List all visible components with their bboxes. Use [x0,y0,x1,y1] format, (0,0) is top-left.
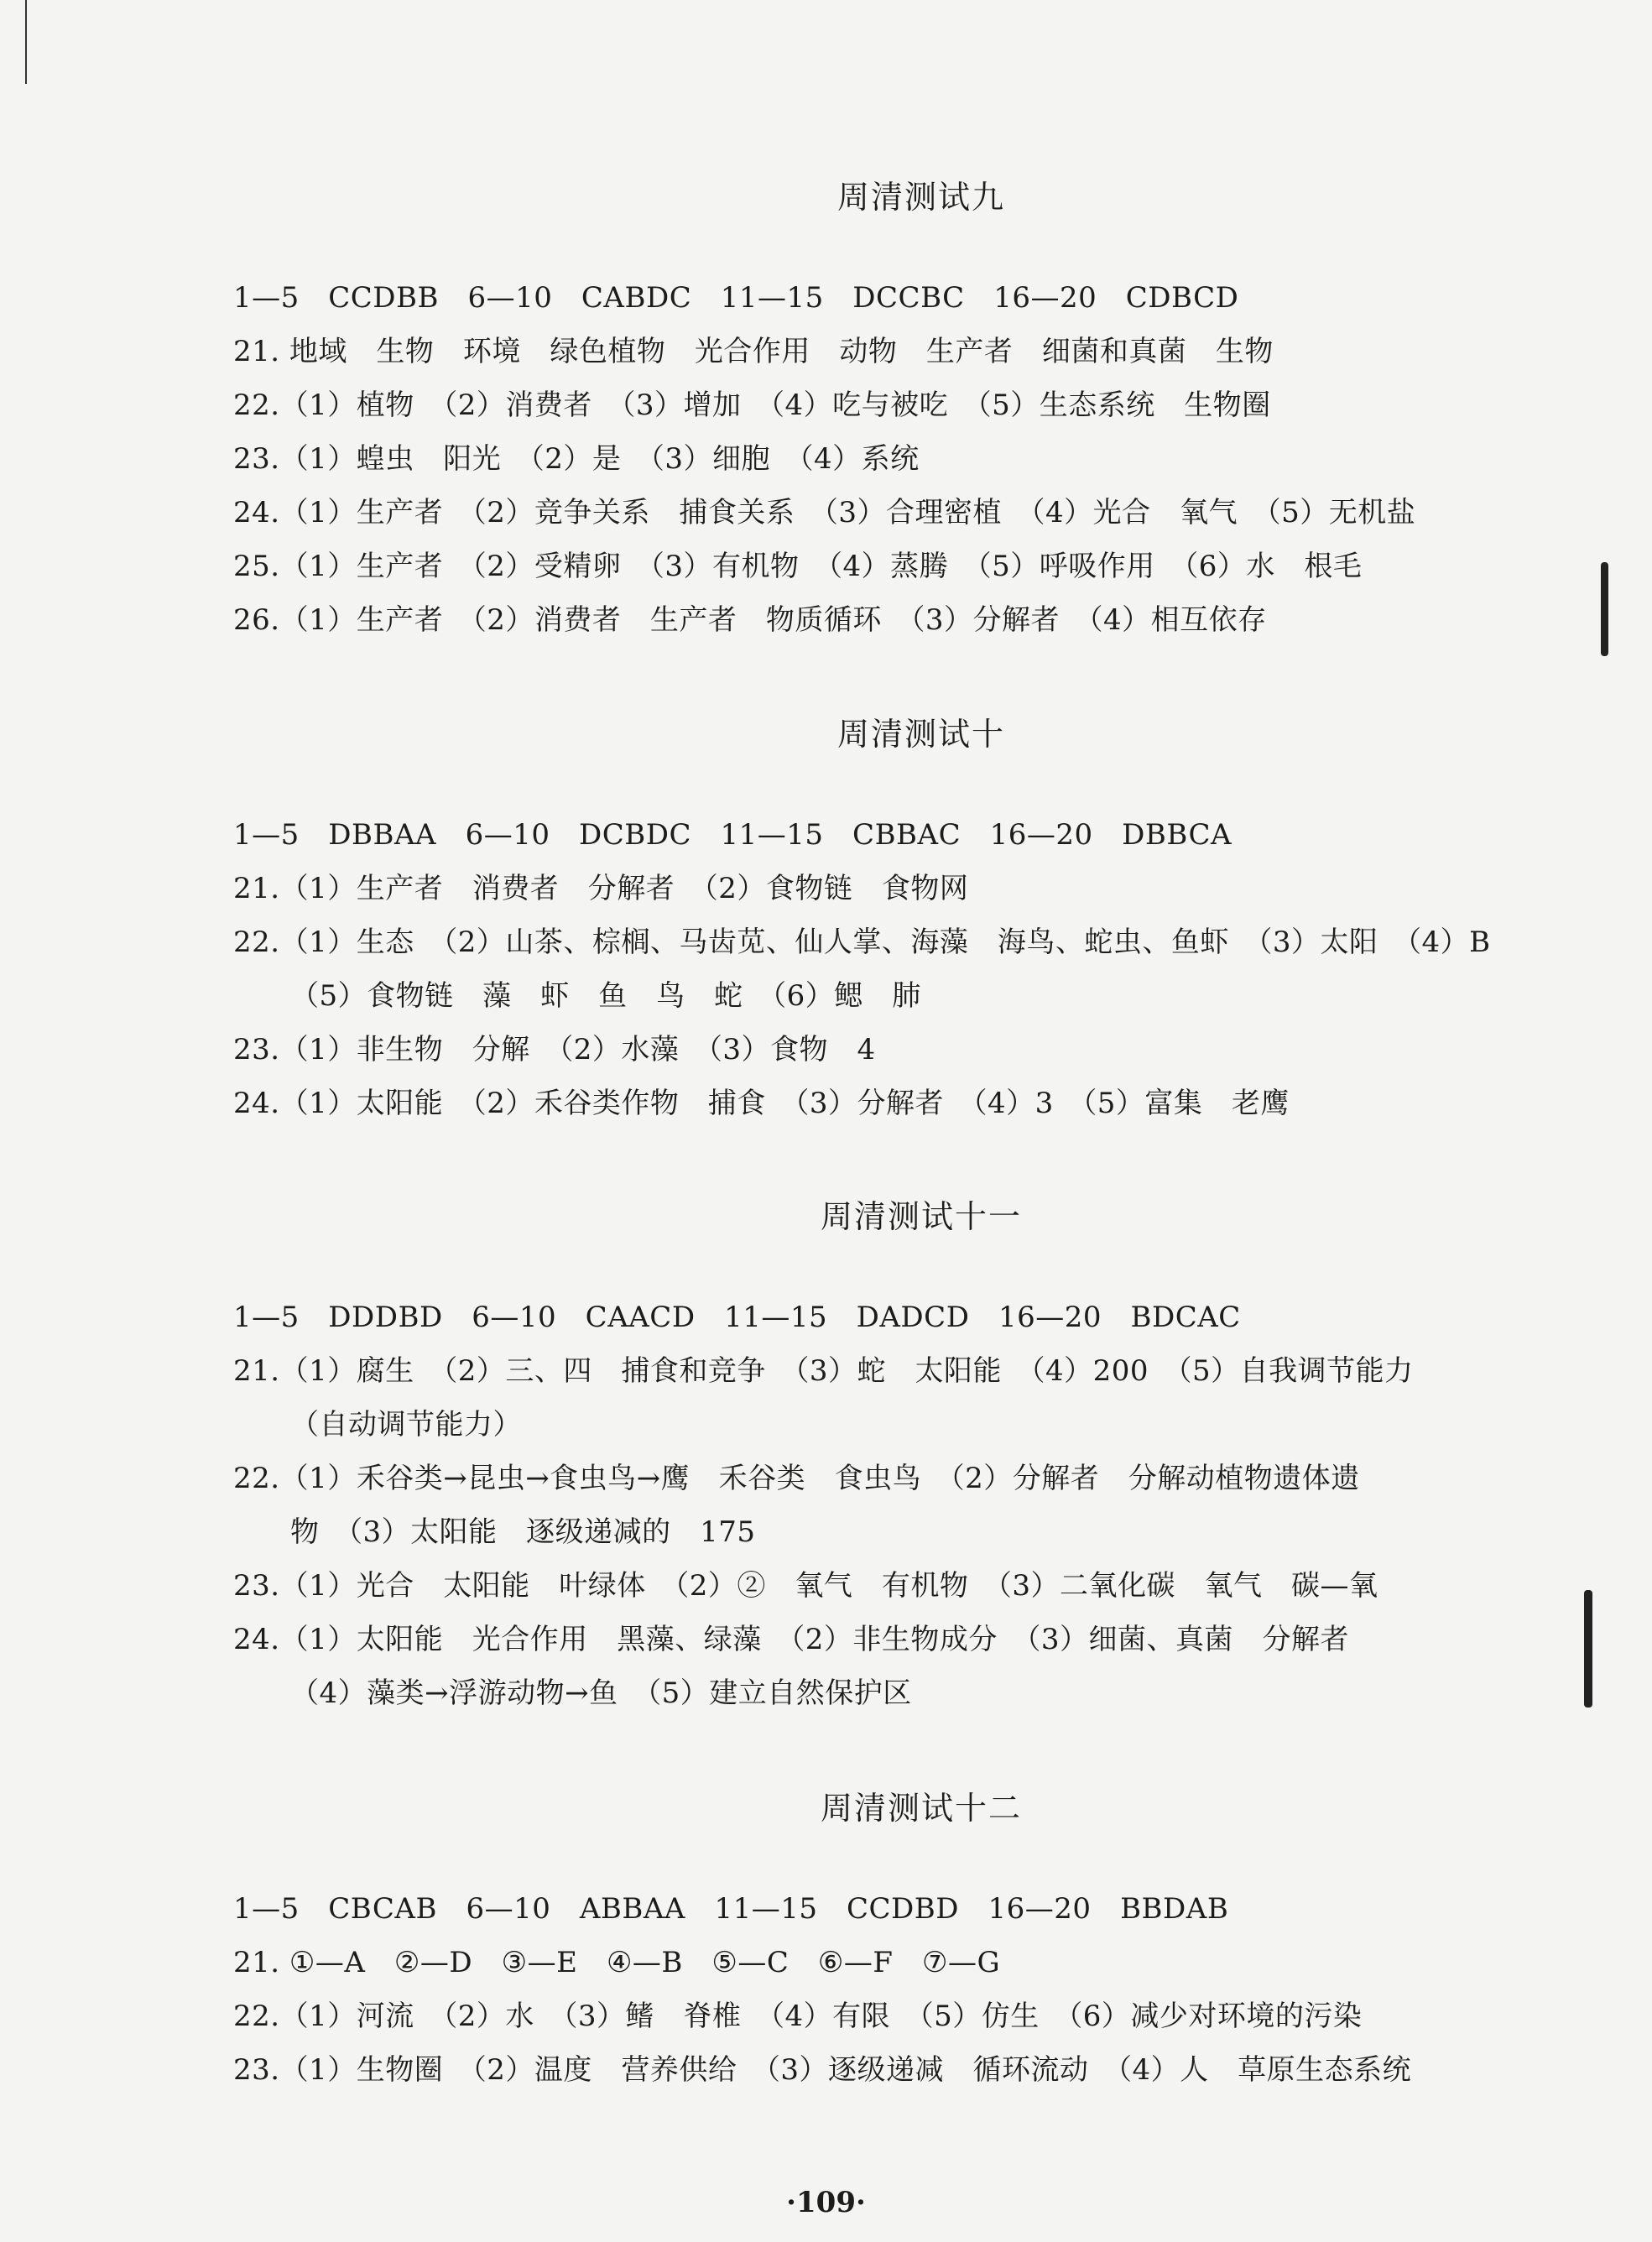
answer-line: 24.（1）太阳能 （2）禾谷类作物 捕食 （3）分解者 （4）3 （5）富集 老鹰 [233,1087,1290,1120]
answer-line: 21.（1）生产者 消费者 分解者 （2）食物链 食物网 [233,872,969,905]
scan-mark [1601,562,1608,656]
answer-line: 1—5 DBBAA 6—10 DCBDC 11—15 CBBAC 16—20 DBBCA [233,818,1232,852]
scan-mark [1584,1590,1592,1708]
answer-line: 1—5 DDDBD 6—10 CAACD 11—15 DADCD 16—20 BDCAC [233,1301,1241,1334]
section-title: 周清测试十二 [820,1790,1022,1827]
answer-line: 23.（1）蝗虫 阳光 （2）是 （3）细胞 （4）系统 [233,442,920,476]
answer-line: 25.（1）生产者 （2）受精卵 （3）有机物 （4）蒸腾 （5）呼吸作用 （6）水 根毛 [233,550,1363,583]
section-test-11 [233,1191,1509,1720]
answer-line: 22.（1）植物 （2）消费者 （3）增加 （4）吃与被吃 （5）生态系统 生物圈 [233,388,1271,422]
answer-line-continued: 物 （3）太阳能 逐级递减的 175 [290,1515,756,1549]
answer-list [233,808,1509,1130]
answer-line: 23.（1）非生物 分解 （2）水藻 （3）食物 4 [233,1033,876,1066]
answer-list [233,271,1509,647]
section-test-10 [233,709,1509,1130]
answer-list [233,1290,1509,1720]
binding-line [25,0,27,84]
section-title: 周清测试十 [836,716,1005,753]
section-test-9 [233,172,1509,647]
section-title: 周清测试九 [836,179,1005,216]
answer-line: 24.（1）生产者 （2）竞争关系 捕食关系 （3）合理密植 （4）光合 氧气 （5）无机盐 [233,496,1416,529]
section-test-12 [233,1783,1509,2097]
answer-line: 24.（1）太阳能 光合作用 黑藻、绿藻 （2）非生物成分 （3）细菌、真菌 分解者 [233,1623,1349,1656]
answer-line-continued: （4）藻类→浮游动物→鱼 （5）建立自然保护区 [290,1676,912,1710]
answer-line: 21. ①—A ②—D ③—E ④—B ⑤—C ⑥—F ⑦—G [233,1946,1001,1979]
answer-line: 23.（1）生物圈 （2）温度 营养供给 （3）逐级递减 循环流动 （4）人 草原生态系统 [233,2053,1412,2087]
section-title: 周清测试十一 [820,1198,1022,1235]
answer-line: 21. 地域 生物 环境 绿色植物 光合作用 动物 生产者 细菌和真菌 生物 [233,335,1274,368]
answer-line: 23.（1）光合 太阳能 叶绿体 （2）② 氧气 有机物 （3）二氧化碳 氧气 碳—氧 [233,1569,1378,1603]
answer-list [233,1882,1509,2097]
answer-line-continued: （自动调节能力） [290,1408,522,1442]
answer-line: 1—5 CBCAB 6—10 ABBAA 11—15 CCDBD 16—20 BBDAB [233,1892,1229,1926]
answer-line: 1—5 CCDBB 6—10 CABDC 11—15 DCCBC 16—20 CDBCD [233,281,1239,315]
answer-line: 22.（1）生态 （2）山茶、棕榈、马齿苋、仙人掌、海藻 海鸟、蛇虫、鱼虾 （3）太阳 （4）B [233,925,1491,959]
answer-line: 26.（1）生产者 （2）消费者 生产者 物质循环 （3）分解者 （4）相互依存 [233,603,1267,637]
answer-line: 22.（1）禾谷类→昆虫→食虫鸟→鹰 禾谷类 食虫鸟 （2）分解者 分解动植物遗体遗 [233,1462,1360,1495]
answer-line-continued: （5）食物链 藻 虾 鱼 鸟 蛇 （6）鳃 肺 [290,979,921,1013]
page-number: ·109· [786,2186,866,2219]
answer-line: 21.（1）腐生 （2）三、四 捕食和竞争 （3）蛇 太阳能 （4）200 （5）自我调节能力 [233,1354,1414,1388]
answer-line: 22.（1）河流 （2）水 （3）鳍 脊椎 （4）有限 （5）仿生 （6）减少对环境的污染 [233,2000,1363,2033]
